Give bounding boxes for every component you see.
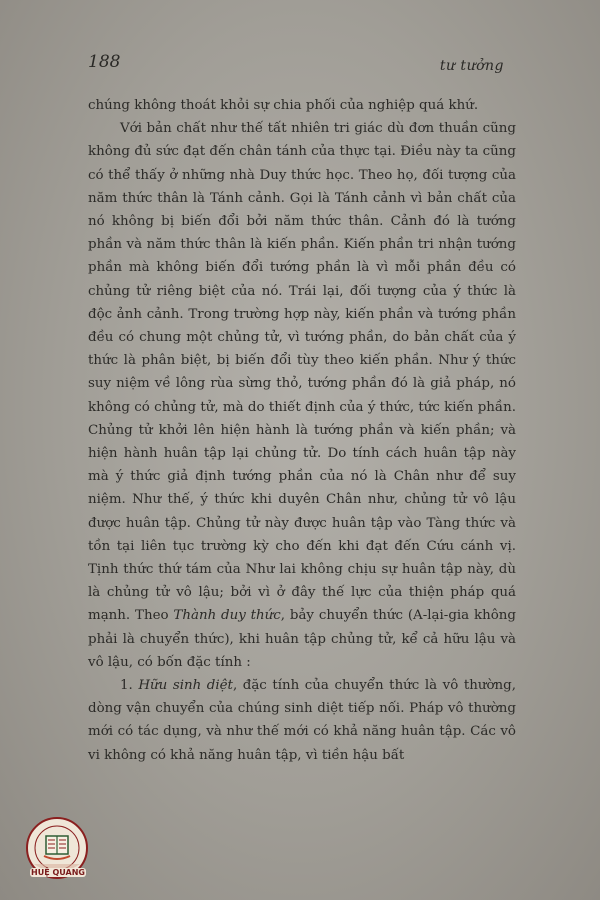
list-item-1 xyxy=(88,674,516,767)
body-text xyxy=(88,94,516,767)
list-item-term: Hữu sinh diệt xyxy=(138,678,233,694)
paragraph-main-text: Với bản chất như thế tất nhiên tri giác dù đơn thuần cũng không đủ sức đạt đến chân tánh của thực tại. Điều này ta cũng có thể thấy ở những nhà Duy thức học. Theo họ, đối tượng của năm thức thân là Tánh cảnh. Gọi là Tánh cảnh vì bản chất của nó không bị biến đổi bởi năm thức thân. Cảnh đó là tướng phần và năm thức thân là kiến phần. Kiến phần tri nhận tướng phần mà không biến đổi tướng phần là vì mỗi phần đều có chủng tử riêng biệt của nó. Trái lại, đối tượng của ý thức là độc ảnh cảnh. Trong trường hợp này, kiến phần và tướng phần đều có chung một chủng tử, vì tướng phần, do bản chất của ý thức là phân biệt, bị biến đổi tùy theo kiến phần. Như ý thức suy niệm về lông rùa sừng thỏ, tướng phần đó là giả pháp, nó không có chủng tử, mà do thiết định của ý thức, tức kiến phần. Chủng tử khởi lên hiện hành là tướng phần và kiến phần; và hiện hành huân tập lại chủng tử. Do tính cách huân tập này mà ý thức giả định tướng phần của nó là Chân như để suy niệm. Như thế, ý thức khi duyên Chân như, chủng tử vô lậu được huân tập. Chủng tử này được huân tập vào Tàng thức và tồn tại liên tục trường kỳ cho đến khi đạt đến Cứu cánh vị. Tịnh thức thứ tám của Như lai không chịu sự huân tập này, dù là chủng tử vô lậu; bởi vì ở đây thế lực của thiện pháp quá mạnh. Theo xyxy=(88,121,516,624)
book-title: Thành duy thức xyxy=(173,608,281,624)
page-header xyxy=(88,52,504,82)
list-item-text: , đặc tính của chuyển thức là vô thường, dòng vận chuyển của chúng sinh diệt tiếp nối. Pháp vô thường mới có tác dụng, và như thế mới có khả năng huân tập. Các vô vi không có khả năng huân tập, vì tiền hậu bất xyxy=(88,678,516,763)
list-item-number: 1. xyxy=(120,678,133,694)
paragraph-main-tail: , bảy chuyển thức (A-lại-gia không phải là chuyển thức), khi huân tập chủng tử, kể cả hữu lậu và vô lậu, có bốn đặc tính : xyxy=(88,608,516,670)
paragraph-main xyxy=(88,117,516,674)
huequang-logo xyxy=(14,812,100,892)
logo-caption: HUỆ QUANG xyxy=(31,868,85,877)
page-number: 188 xyxy=(88,52,121,72)
paragraph-continuation: chúng không thoát khỏi sự chia phối của nghiệp quá khứ. xyxy=(88,98,479,113)
running-title: tư tưởng xyxy=(439,58,504,74)
